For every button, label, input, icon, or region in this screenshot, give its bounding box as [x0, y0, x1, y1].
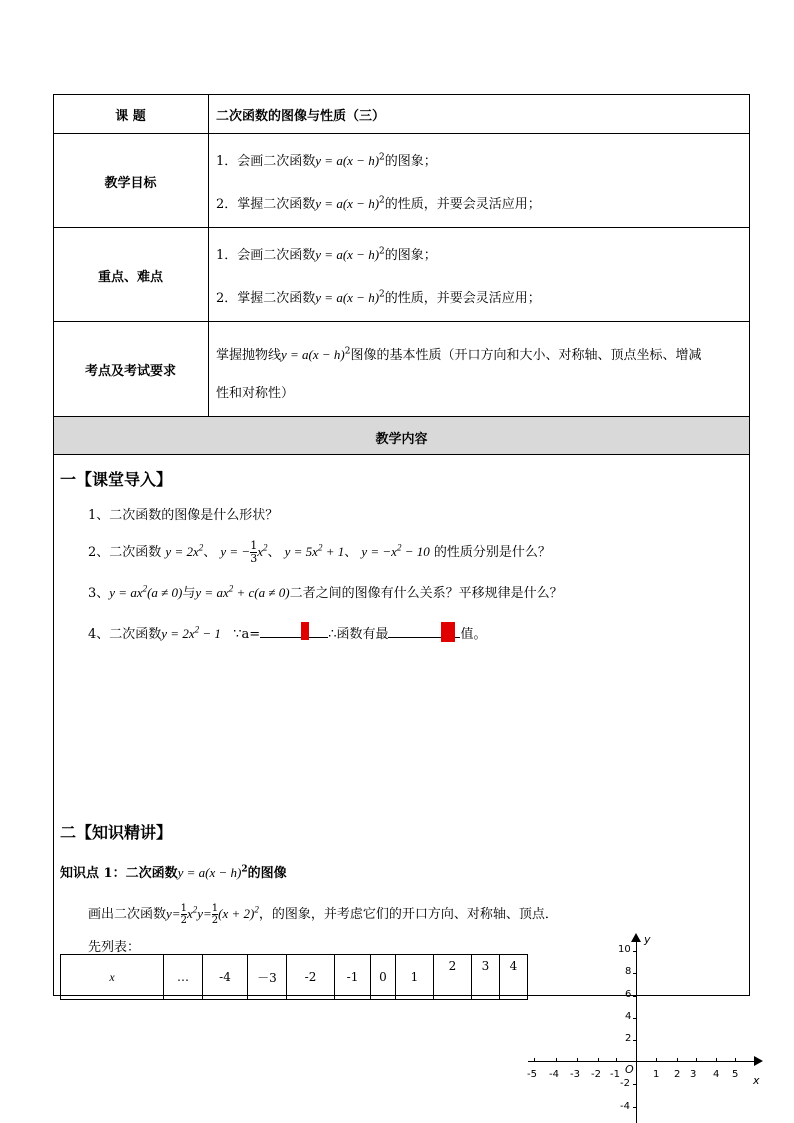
section-1-title: 一【课堂导入】 — [60, 470, 173, 489]
table-cell: -4 — [203, 955, 248, 1000]
table-cell: －3 — [248, 955, 287, 1000]
table-row — [61, 955, 528, 1000]
x-tick-label: -4 — [549, 1069, 559, 1080]
x-tick-label: 5 — [732, 1069, 739, 1080]
table-cell: 4 — [500, 955, 528, 1000]
content-header: 教学内容 — [375, 432, 428, 447]
topic-label: 课 题 — [115, 109, 146, 124]
knowledge-point-1: 知识点 1：二次函数$y = a(x - h)^2$的图像 — [60, 864, 287, 881]
goal-item-1: 1．会画二次函数$y = a(x - h)^2$的图象； — [216, 152, 437, 169]
table-cell: … — [164, 955, 203, 1000]
y-tick-label: 10 — [618, 944, 631, 955]
section-2-title: 二【知识精讲】 — [60, 823, 173, 842]
question-1: 1、二次函数的图像是什么形状？ — [88, 508, 279, 523]
x-axis-arrow — [754, 1056, 763, 1066]
key-label: 重点、难点 — [97, 270, 163, 285]
y-tick-label: -4 — [620, 1101, 630, 1112]
x-tick-label: 4 — [713, 1069, 720, 1080]
table-cell: -1 — [335, 955, 371, 1000]
x-tick-label: 1 — [653, 1069, 660, 1080]
answer-marker — [301, 622, 309, 640]
table-intro: 先列表： — [88, 940, 141, 955]
y-axis-label: y — [644, 933, 651, 946]
x-tick-label: -2 — [591, 1069, 601, 1080]
instruction: 画出二次函数y= $\frac{1}{2}$ $x^2y=$ $\frac{1}{2}$ $(x + 2)^2$，的图象，并考虑它们的开口方向、对称轴、顶点． — [88, 903, 558, 926]
y-tick-label: 2 — [625, 1033, 632, 1044]
y-tick-label: 6 — [625, 989, 632, 1000]
x-tick-label: -5 — [527, 1069, 537, 1080]
question-2: 2、二次函数 $y = 2x^2$、 y = − $\frac{1}{3}$ $x^2$、 $y = 5x^2 + 1$、 $y = -x^2 - 10$ 的性质分别是什么？ — [88, 539, 551, 565]
table-cell: 3 — [472, 955, 500, 1000]
y-axis — [636, 940, 637, 1123]
row-divider — [53, 133, 750, 134]
value-table — [60, 954, 528, 1000]
table-cell: 2 — [434, 955, 472, 1000]
x-tick-label: -3 — [570, 1069, 580, 1080]
x-tick-label: -1 — [610, 1069, 620, 1080]
goal-label: 教学目标 — [104, 176, 157, 191]
x-axis — [528, 1061, 755, 1062]
table-cell: 1 — [396, 955, 434, 1000]
x-tick-label: 3 — [690, 1069, 697, 1080]
row-divider — [53, 227, 750, 228]
exam-requirement-cont: 性和对称性） — [216, 386, 295, 401]
exam-requirement: 掌握抛物线$y = a(x - h)^2$图像的基本性质（开口方向和大小、对称轴、顶点坐标、增减 — [216, 346, 702, 363]
table-cell: 0 — [371, 955, 396, 1000]
x-tick-label: 2 — [674, 1069, 681, 1080]
table-cell: x — [61, 955, 164, 1000]
question-3: 3、$y = ax^2(a \ne 0)$与$y = ax^2 + c(a \ne 0)$二者之间的图像有什么关系？平移规律是什么？ — [88, 583, 563, 601]
y-tick-label: 4 — [625, 1011, 632, 1022]
table-cell: -2 — [287, 955, 335, 1000]
topic-value: 二次函数的图像与性质（三） — [216, 109, 386, 124]
y-tick-label: 8 — [625, 966, 632, 977]
origin-label: O — [625, 1063, 634, 1076]
y-tick-label: -2 — [620, 1078, 630, 1089]
key-item-1: 1．会画二次函数$y = a(x - h)^2$的图象； — [216, 246, 437, 263]
answer-blank-a[interactable] — [260, 623, 328, 638]
question-4: 4、二次函数$y = 2x^2 - 1$ ∵a= ∴函数有最 值。 — [88, 624, 487, 642]
goal-item-2: 2．掌握二次函数$y = a(x - h)^2$的性质，并要会灵活应用； — [216, 195, 541, 212]
y-axis-arrow — [631, 933, 641, 942]
exam-label: 考点及考试要求 — [84, 364, 176, 379]
row-divider — [53, 321, 750, 322]
key-item-2: 2．掌握二次函数$y = a(x - h)^2$的性质，并要会灵活应用； — [216, 289, 541, 306]
x-axis-label: x — [753, 1074, 760, 1087]
column-divider — [208, 94, 209, 416]
row-divider — [53, 454, 750, 455]
answer-marker — [441, 622, 455, 642]
